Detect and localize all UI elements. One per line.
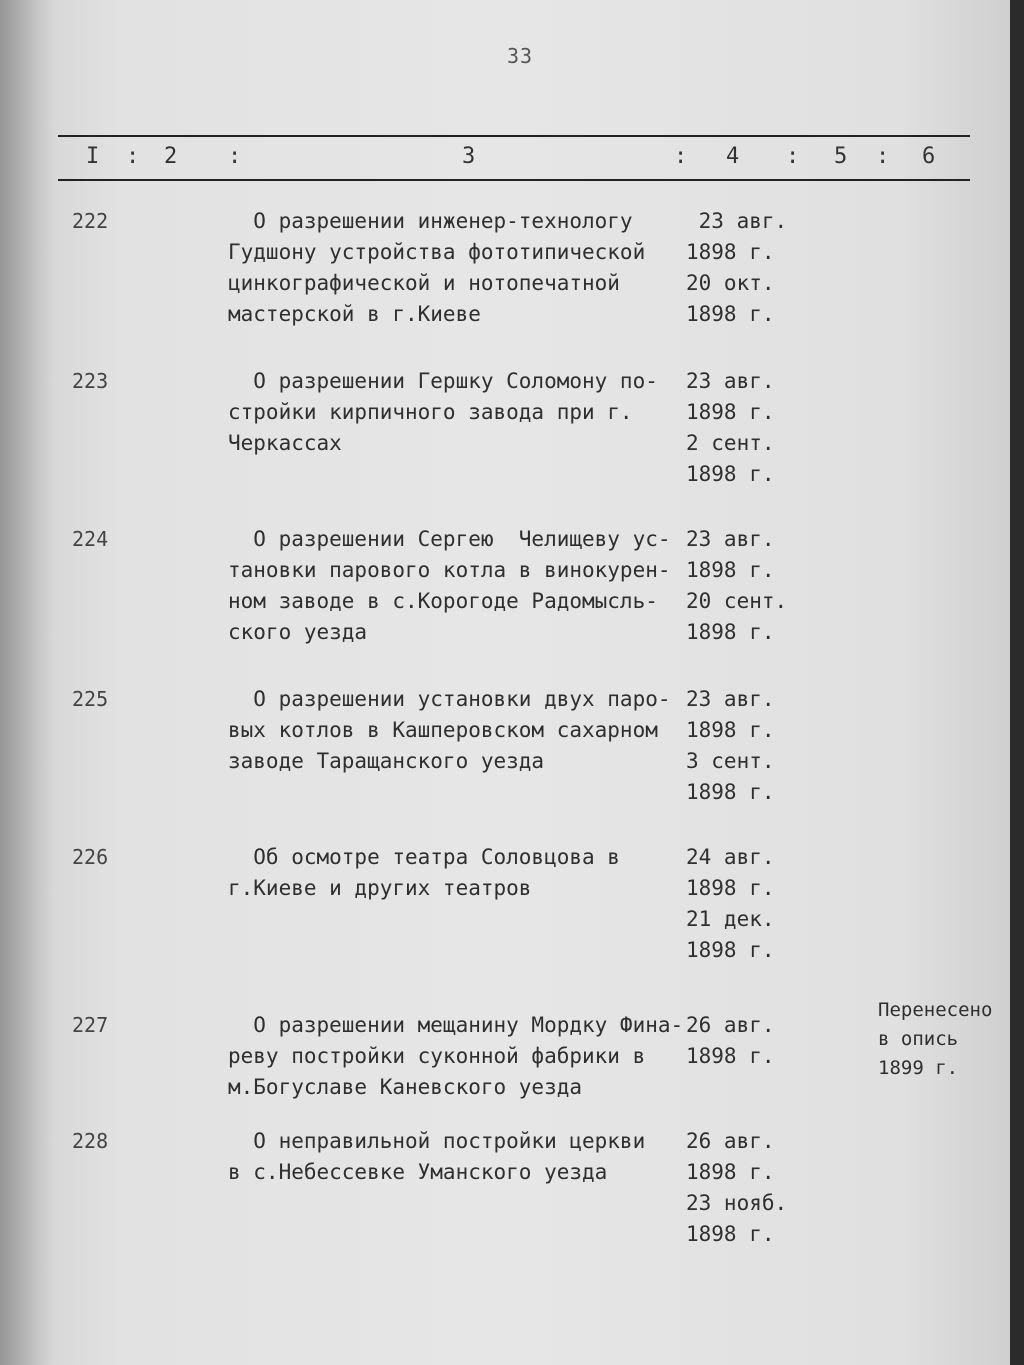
page-number: 33 — [506, 44, 534, 68]
entry-number: 222 — [72, 209, 109, 233]
column-header-4: 4 — [726, 144, 740, 169]
date-line: 3 сент. — [686, 749, 775, 773]
entry-dates — [686, 206, 806, 330]
title-line: реву постройки суконной фабрики в — [228, 1044, 646, 1068]
register-entry — [0, 1126, 1010, 1266]
entry-dates — [686, 684, 806, 808]
date-line: 1898 г. — [686, 1160, 775, 1184]
entry-dates — [686, 366, 806, 490]
date-line: 1898 г. — [686, 240, 775, 264]
register-entry — [0, 366, 1010, 506]
entry-title — [228, 842, 688, 904]
title-line: в с.Небессевке Уманского уезда — [228, 1160, 608, 1184]
entry-dates — [686, 842, 806, 966]
entry-title — [228, 1126, 688, 1188]
column-separator: : — [674, 144, 688, 169]
background-edge — [1010, 0, 1024, 1365]
title-line: Гудшону устройства фототипической — [228, 240, 646, 264]
column-separator: : — [876, 144, 890, 169]
title-line: О разрешении Гершку Соломону по- — [228, 369, 658, 393]
register-entry — [0, 524, 1010, 664]
entry-dates — [686, 1126, 806, 1250]
title-line: г.Киеве и других театров — [228, 876, 532, 900]
date-line: 1898 г. — [686, 400, 775, 424]
entry-number: 228 — [72, 1129, 109, 1153]
column-header-5: 5 — [834, 144, 848, 169]
entry-title — [228, 206, 688, 330]
date-line: 1898 г. — [686, 718, 775, 742]
entry-dates — [686, 524, 806, 648]
date-line: 1898 г. — [686, 780, 775, 804]
title-line: О разрешении Сергею Челищеву ус- — [228, 527, 671, 551]
entry-number: 224 — [72, 527, 109, 551]
title-line: мастерской в г.Киеве — [228, 302, 481, 326]
title-line: О разрешении мещанину Мордку Фина- — [228, 1013, 684, 1037]
column-header-2: 2 — [164, 144, 178, 169]
date-line: 1898 г. — [686, 876, 775, 900]
column-header-6: 6 — [922, 144, 936, 169]
date-line: 20 окт. — [686, 271, 775, 295]
title-line: тановки парового котла в винокурен- — [228, 558, 671, 582]
register-entry — [0, 842, 1010, 982]
date-line: 1898 г. — [686, 558, 775, 582]
date-line: 24 авг. — [686, 845, 775, 869]
date-line: 23 авг. — [686, 369, 775, 393]
note-line: в опись — [878, 1028, 959, 1050]
date-line: 1898 г. — [686, 302, 775, 326]
entry-title — [228, 1010, 688, 1103]
entry-note — [878, 996, 1008, 1083]
date-line: 26 авг. — [686, 1013, 775, 1037]
date-line: 20 сент. — [686, 589, 788, 613]
date-line: 23 авг. — [686, 209, 788, 233]
date-line: 23 авг. — [686, 687, 775, 711]
title-line: цинкографической и нотопечатной — [228, 271, 620, 295]
date-line: 1898 г. — [686, 1044, 775, 1068]
date-line: 23 авг. — [686, 527, 775, 551]
entry-number: 227 — [72, 1013, 109, 1037]
register-entry — [0, 684, 1010, 824]
date-line: 1898 г. — [686, 620, 775, 644]
entry-title — [228, 684, 688, 777]
title-line: ном заводе в с.Корогоде Радомысль- — [228, 589, 658, 613]
title-line: О неправильной постройки церкви — [228, 1129, 646, 1153]
header-top-rule — [58, 135, 970, 137]
entry-number: 226 — [72, 845, 109, 869]
entry-number: 225 — [72, 687, 109, 711]
date-line: 1898 г. — [686, 1222, 775, 1246]
entry-title — [228, 366, 688, 459]
entry-dates — [686, 1010, 806, 1072]
header-bottom-rule — [58, 179, 970, 181]
title-line: Черкассах — [228, 431, 342, 455]
date-line: 1898 г. — [686, 462, 775, 486]
note-line: 1899 г. — [878, 1057, 959, 1079]
entry-number: 223 — [72, 369, 109, 393]
column-separator: : — [126, 144, 140, 169]
title-line: ского уезда — [228, 620, 368, 644]
register-entry — [0, 206, 1010, 346]
date-line: 23 нояб. — [686, 1191, 788, 1215]
column-header-3: 3 — [462, 144, 476, 169]
column-header-1: I — [86, 144, 100, 169]
title-line: Об осмотре театра Соловцова в — [228, 845, 620, 869]
column-separator: : — [228, 144, 242, 169]
date-line: 1898 г. — [686, 938, 775, 962]
column-separator: : — [786, 144, 800, 169]
date-line: 21 дек. — [686, 907, 775, 931]
title-line: О разрешении установки двух паро- — [228, 687, 671, 711]
title-line: О разрешении инженер-технологу — [228, 209, 633, 233]
title-line: стройки кирпичного завода при г. — [228, 400, 633, 424]
date-line: 2 сент. — [686, 431, 775, 455]
title-line: вых котлов в Кашперовском сахарном — [228, 718, 658, 742]
date-line: 26 авг. — [686, 1129, 775, 1153]
title-line: заводе Таращанского уезда — [228, 749, 545, 773]
title-line: м.Богуславе Каневского уезда — [228, 1075, 583, 1099]
note-line: Перенесено — [878, 999, 993, 1021]
entry-title — [228, 524, 688, 648]
